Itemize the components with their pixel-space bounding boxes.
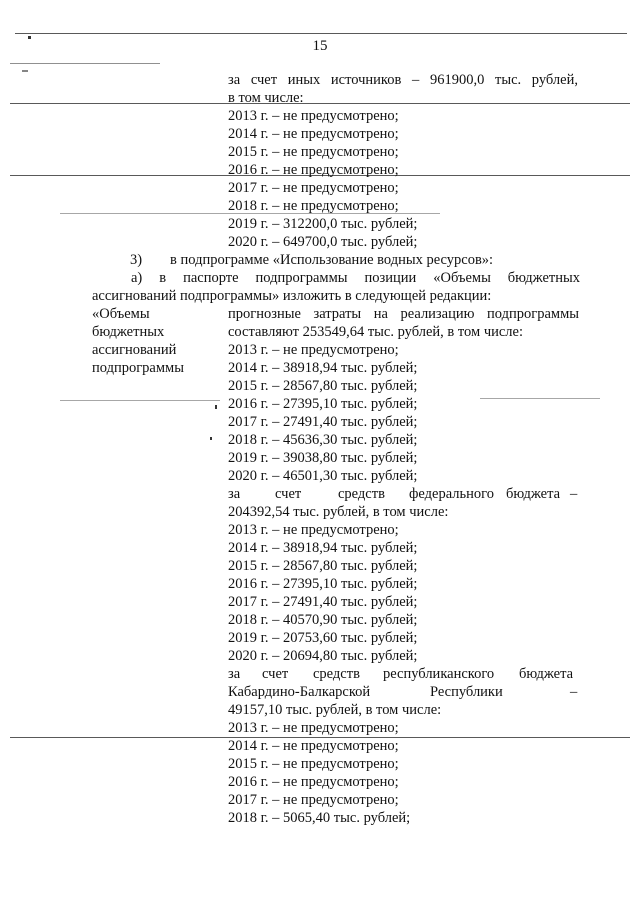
scan-speck <box>215 405 217 409</box>
sub-a-line1: а) в паспорте подпрограммы позиции «Объемы бюджетных <box>131 270 580 286</box>
scan-line <box>60 400 220 401</box>
republic-word: средств <box>313 666 360 682</box>
year-line: 2018 г. – 40570,90 тыс. рублей; <box>228 612 418 628</box>
republic-word: за <box>228 666 241 682</box>
republic-word: – <box>570 684 578 700</box>
year-line: 2015 г. – не предусмотрено; <box>228 144 399 160</box>
federal-word: – <box>570 486 578 502</box>
year-line: 2019 г. – 312200,0 тыс. рублей; <box>228 216 418 232</box>
federal-word: счет <box>275 486 302 502</box>
sub-a-line2: ассигнований подпрограммы» изложить в следующей редакции: <box>92 288 492 304</box>
scan-line <box>15 33 627 34</box>
republic-word: Республики <box>430 684 503 700</box>
other-sources-intro-cont: в том числе: <box>228 90 304 106</box>
passport-label: подпрограммы <box>92 360 184 376</box>
year-line: 2014 г. – 38918,94 тыс. рублей; <box>228 360 418 376</box>
scan-speck <box>210 437 212 440</box>
year-line: 2015 г. – 28567,80 тыс. рублей; <box>228 558 418 574</box>
federal-word: бюджета <box>506 486 561 502</box>
republic-word: Кабардино-Балкарской <box>228 684 371 700</box>
year-line: 2017 г. – 27491,40 тыс. рублей; <box>228 594 418 610</box>
year-line: 2017 г. – 27491,40 тыс. рублей; <box>228 414 418 430</box>
year-line: 2019 г. – 39038,80 тыс. рублей; <box>228 450 418 466</box>
year-line: 2017 г. – не предусмотрено; <box>228 792 399 808</box>
page-number: 15 <box>312 38 328 54</box>
section-item-number: 3) <box>130 252 143 268</box>
year-line: 2014 г. – не предусмотрено; <box>228 738 399 754</box>
year-line: 2018 г. – не предусмотрено; <box>228 198 399 214</box>
passport-label: бюджетных <box>92 324 165 340</box>
republic-word: республиканского <box>383 666 495 682</box>
federal-word: за <box>228 486 241 502</box>
federal-line2: 204392,54 тыс. рублей, в том числе: <box>228 504 449 520</box>
year-line: 2015 г. – 28567,80 тыс. рублей; <box>228 378 418 394</box>
year-line: 2016 г. – 27395,10 тыс. рублей; <box>228 576 418 592</box>
scan-line <box>10 103 630 104</box>
year-line: 2018 г. – 5065,40 тыс. рублей; <box>228 810 411 826</box>
year-line: 2013 г. – не предусмотрено; <box>228 108 399 124</box>
year-line: 2015 г. – не предусмотрено; <box>228 756 399 772</box>
year-line: 2017 г. – не предусмотрено; <box>228 180 399 196</box>
year-line: 2016 г. – не предусмотрено; <box>228 774 399 790</box>
year-line: 2014 г. – не предусмотрено; <box>228 126 399 142</box>
year-line: 2016 г. – не предусмотрено; <box>228 162 399 178</box>
scan-speck <box>22 70 28 72</box>
forecast-line1: прогнозные затраты на реализацию подпрограммы <box>228 306 579 322</box>
year-line: 2019 г. – 20753,60 тыс. рублей; <box>228 630 418 646</box>
forecast-line2: составляют 253549,64 тыс. рублей, в том числе: <box>228 324 524 340</box>
republic-word: бюджета <box>519 666 574 682</box>
scan-line <box>480 398 600 399</box>
year-line: 2016 г. – 27395,10 тыс. рублей; <box>228 396 418 412</box>
year-line: 2018 г. – 45636,30 тыс. рублей; <box>228 432 418 448</box>
section-heading: в подпрограмме «Использование водных ресурсов»: <box>170 252 494 268</box>
year-line: 2020 г. – 649700,0 тыс. рублей; <box>228 234 418 250</box>
federal-word: федерального <box>409 486 494 502</box>
year-line: 2013 г. – не предусмотрено; <box>228 720 399 736</box>
year-line: 2020 г. – 20694,80 тыс. рублей; <box>228 648 418 664</box>
year-line: 2013 г. – не предусмотрено; <box>228 522 399 538</box>
republic-line3: 49157,10 тыс. рублей, в том числе: <box>228 702 442 718</box>
year-line: 2020 г. – 46501,30 тыс. рублей; <box>228 468 418 484</box>
other-sources-intro: за счет иных источников – 961900,0 тыс. рублей, <box>228 72 578 88</box>
year-line: 2014 г. – 38918,94 тыс. рублей; <box>228 540 418 556</box>
scan-line <box>10 63 160 64</box>
passport-label: ассигнований <box>92 342 177 358</box>
federal-word: средств <box>338 486 385 502</box>
passport-label: «Объемы <box>92 306 150 322</box>
republic-word: счет <box>262 666 289 682</box>
year-line: 2013 г. – не предусмотрено; <box>228 342 399 358</box>
